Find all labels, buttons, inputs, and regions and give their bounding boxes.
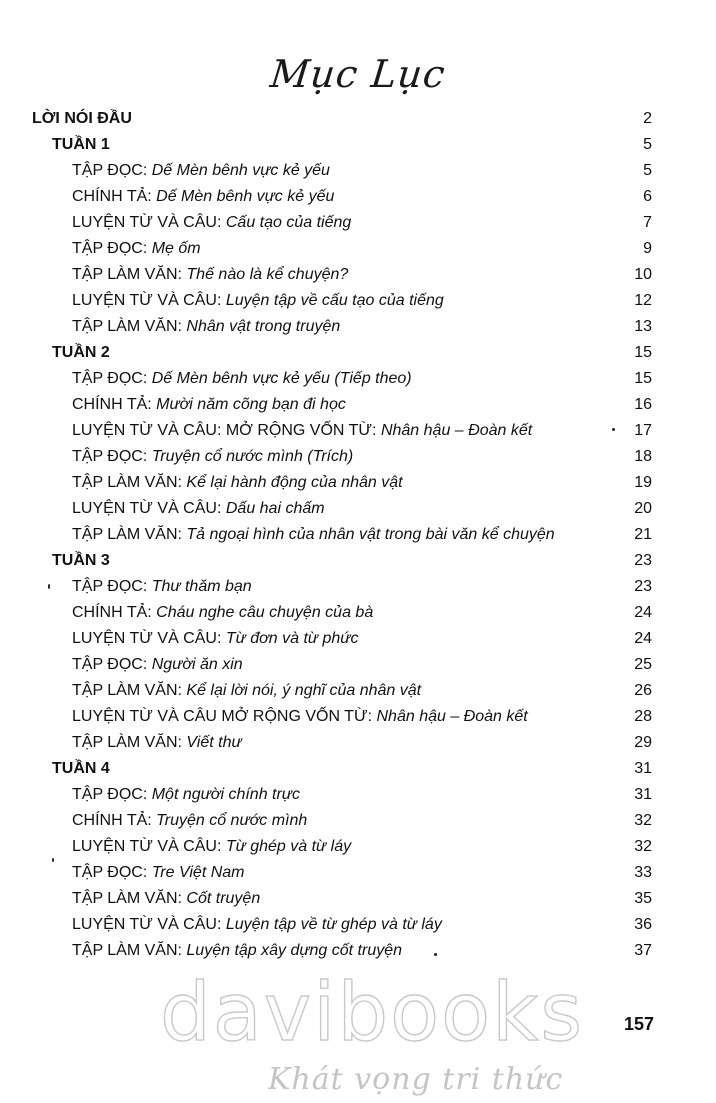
toc-page-number: 17 — [634, 422, 652, 439]
toc-page-number: 33 — [634, 864, 652, 881]
toc-label — [72, 626, 358, 652]
toc-label — [72, 314, 340, 340]
toc-page-number: 32 — [634, 838, 652, 855]
table-of-contents — [0, 106, 716, 964]
toc-entry — [0, 912, 716, 938]
toc-page-number: 15 — [634, 344, 652, 361]
toc-page-number: 9 — [643, 240, 652, 257]
toc-title: Truyện cổ nước mình (Trích) — [151, 448, 354, 465]
toc-label — [72, 392, 346, 418]
toc-category: TẬP LÀM VĂN: — [72, 526, 187, 543]
toc-category: LUYỆN TỪ VÀ CÂU: — [72, 292, 226, 309]
toc-entry — [0, 574, 716, 600]
toc-entry — [0, 782, 716, 808]
toc-category: TẬP ĐỌC: — [72, 656, 152, 673]
toc-label — [72, 366, 412, 392]
toc-label — [72, 912, 442, 938]
toc-page-number: 31 — [634, 786, 652, 803]
toc-title: Tre Việt Nam — [151, 864, 245, 881]
toc-label — [72, 236, 201, 262]
toc-label — [52, 756, 110, 782]
toc-page-number: 35 — [634, 890, 652, 907]
toc-title: Dế Mèn bênh vực kẻ yếu — [151, 162, 330, 179]
toc-label — [72, 678, 421, 704]
toc-section-heading — [0, 106, 716, 132]
scan-speck — [434, 953, 437, 956]
toc-entry — [0, 262, 716, 288]
toc-title: Dấu hai chấm — [225, 500, 325, 517]
toc-page-number: 16 — [634, 396, 652, 413]
toc-category: TẬP ĐỌC: — [72, 786, 152, 803]
toc-entry — [0, 652, 716, 678]
toc-category: TẬP ĐỌC: — [72, 448, 152, 465]
toc-category: CHÍNH TẢ: — [72, 604, 157, 621]
toc-category: LUYỆN TỪ VÀ CÂU: — [72, 630, 226, 647]
toc-label — [72, 574, 252, 600]
toc-page-number: 21 — [634, 526, 652, 543]
page-title: Mục Lục — [268, 52, 448, 96]
toc-category: TẬP LÀM VĂN: — [72, 942, 187, 959]
toc-page-number: 32 — [634, 812, 652, 829]
toc-entry — [0, 288, 716, 314]
toc-category: CHÍNH TẢ: — [72, 396, 157, 413]
toc-entry — [0, 600, 716, 626]
toc-title: Nhân vật trong truyện — [186, 318, 341, 335]
toc-entry — [0, 834, 716, 860]
toc-label — [72, 210, 351, 236]
toc-category: LUYỆN TỪ VÀ CÂU: MỞ RỘNG VỐN TỪ: — [72, 422, 381, 439]
toc-week-heading — [0, 756, 716, 782]
toc-page-number: 23 — [634, 552, 652, 569]
toc-category: TUẦN 1 — [52, 136, 110, 153]
toc-page-number: 19 — [634, 474, 652, 491]
toc-page-number: 13 — [634, 318, 652, 335]
toc-page-number: 18 — [634, 448, 652, 465]
toc-category: TẬP ĐỌC: — [72, 370, 152, 387]
toc-label — [72, 730, 242, 756]
toc-title: Truyện cổ nước mình — [156, 812, 308, 829]
toc-category: TẬP LÀM VĂN: — [72, 890, 187, 907]
toc-label — [72, 262, 348, 288]
toc-page-number: 5 — [643, 136, 652, 153]
toc-title: Kể lại lời nói, ý nghĩ của nhân vật — [186, 682, 422, 699]
toc-title: Mười năm cõng bạn đi học — [156, 396, 346, 413]
scan-speck — [48, 584, 50, 589]
toc-category: LỜI NÓI ĐẦU — [32, 110, 132, 127]
toc-label — [72, 938, 402, 964]
toc-label — [72, 496, 325, 522]
toc-title: Luyện tập xây dựng cốt truyện — [186, 942, 403, 959]
toc-category: TẬP ĐỌC: — [72, 162, 152, 179]
toc-category: TẬP LÀM VĂN: — [72, 682, 187, 699]
toc-label — [52, 340, 110, 366]
toc-label — [72, 704, 528, 730]
toc-page-number: 12 — [634, 292, 652, 309]
toc-title: Dế Mèn bênh vực kẻ yếu — [156, 188, 335, 205]
toc-entry — [0, 184, 716, 210]
toc-label — [72, 444, 353, 470]
toc-entry — [0, 314, 716, 340]
toc-entry — [0, 392, 716, 418]
toc-category: TẬP ĐỌC: — [72, 578, 152, 595]
toc-label — [32, 106, 132, 132]
toc-entry — [0, 158, 716, 184]
toc-title: Từ đơn và từ phức — [225, 630, 359, 647]
toc-entry — [0, 678, 716, 704]
toc-title: Cấu tạo của tiếng — [225, 214, 352, 231]
toc-page-number: 36 — [634, 916, 652, 933]
toc-label — [52, 132, 110, 158]
toc-category: TUẦN 4 — [52, 760, 110, 777]
toc-entry — [0, 886, 716, 912]
toc-page-number: 29 — [634, 734, 652, 751]
toc-category: LUYỆN TỪ VÀ CÂU: — [72, 500, 226, 517]
toc-week-heading — [0, 132, 716, 158]
toc-label — [72, 600, 373, 626]
toc-title: Cháu nghe câu chuyện của bà — [156, 604, 374, 621]
toc-page-number: 24 — [634, 604, 652, 621]
toc-entry — [0, 938, 716, 964]
toc-page-number: 15 — [634, 370, 652, 387]
toc-category: TẬP LÀM VĂN: — [72, 734, 187, 751]
toc-entry — [0, 366, 716, 392]
toc-page-number: 6 — [643, 188, 652, 205]
toc-label — [72, 782, 300, 808]
toc-label — [72, 184, 334, 210]
toc-title: Luyện tập về cấu tạo của tiếng — [225, 292, 444, 309]
toc-page-number: 20 — [634, 500, 652, 517]
toc-label — [72, 470, 403, 496]
toc-title: Dế Mèn bênh vực kẻ yếu (Tiếp theo) — [151, 370, 412, 387]
toc-entry — [0, 522, 716, 548]
toc-page-number: 5 — [643, 162, 652, 179]
toc-page-number: 31 — [634, 760, 652, 777]
toc-label — [72, 418, 532, 444]
toc-entry — [0, 236, 716, 262]
toc-title: Từ ghép và từ láy — [225, 838, 352, 855]
toc-entry — [0, 860, 716, 886]
toc-category: CHÍNH TẢ: — [72, 812, 157, 829]
toc-title: Nhân hậu – Đoàn kết — [376, 708, 528, 725]
toc-title: Mẹ ốm — [151, 240, 201, 257]
toc-entry — [0, 496, 716, 522]
scan-speck — [612, 428, 615, 431]
toc-category: TUẦN 2 — [52, 344, 110, 361]
toc-page-number: 24 — [634, 630, 652, 647]
toc-category: LUYỆN TỪ VÀ CÂU: — [72, 214, 226, 231]
toc-title: Thế nào là kể chuyện? — [186, 266, 349, 283]
toc-page-number: 7 — [643, 214, 652, 231]
toc-page-number: 37 — [634, 942, 652, 959]
toc-title: Nhân hậu – Đoàn kết — [380, 422, 533, 439]
toc-category: CHÍNH TẢ: — [72, 188, 157, 205]
toc-label — [72, 652, 243, 678]
toc-label — [72, 834, 351, 860]
toc-title: Luyện tập về từ ghép và từ láy — [225, 916, 442, 933]
toc-entry — [0, 626, 716, 652]
toc-label — [72, 288, 444, 314]
toc-entry — [0, 444, 716, 470]
toc-title: Viết thư — [186, 734, 242, 751]
toc-page-number: 23 — [634, 578, 652, 595]
toc-title: Người ăn xin — [151, 656, 243, 673]
toc-label — [72, 158, 330, 184]
toc-label — [72, 522, 555, 548]
toc-page-number: 28 — [634, 708, 652, 725]
toc-category: TUẦN 3 — [52, 552, 110, 569]
toc-page-number: 10 — [634, 266, 652, 283]
page-number: 157 — [623, 1014, 654, 1034]
toc-category: LUYỆN TỪ VÀ CÂU: — [72, 916, 226, 933]
toc-category: TẬP LÀM VĂN: — [72, 318, 187, 335]
toc-category: LUYỆN TỪ VÀ CÂU MỞ RỘNG VỐN TỪ: — [72, 708, 377, 725]
toc-page-number: 26 — [634, 682, 652, 699]
toc-label — [72, 860, 244, 886]
watermark-brand: davibooks — [160, 966, 585, 1059]
toc-title: Cốt truyện — [186, 890, 261, 907]
toc-entry — [0, 210, 716, 236]
toc-title: Kể lại hành động của nhân vật — [186, 474, 403, 491]
toc-category: TẬP ĐỌC: — [72, 864, 152, 881]
toc-page-number: 25 — [634, 656, 652, 673]
toc-category: TẬP ĐỌC: — [72, 240, 152, 257]
toc-label — [72, 808, 307, 834]
toc-entry — [0, 470, 716, 496]
toc-week-heading — [0, 340, 716, 366]
toc-label — [52, 548, 110, 574]
toc-page-number: 2 — [643, 110, 652, 127]
toc-category: TẬP LÀM VĂN: — [72, 474, 187, 491]
watermark-slogan: Khát vọng tri thức — [268, 1062, 564, 1097]
toc-category: LUYỆN TỪ VÀ CÂU: — [72, 838, 226, 855]
toc-week-heading — [0, 548, 716, 574]
toc-title: Một người chính trực — [151, 786, 300, 803]
toc-label — [72, 886, 260, 912]
toc-entry — [0, 704, 716, 730]
toc-title: Thư thăm bạn — [151, 578, 252, 595]
toc-title: Tả ngoại hình của nhân vật trong bài văn kể chuyện — [186, 526, 555, 543]
toc-category: TẬP LÀM VĂN: — [72, 266, 187, 283]
toc-entry — [0, 808, 716, 834]
scan-speck — [52, 858, 54, 862]
toc-entry — [0, 730, 716, 756]
toc-entry — [0, 418, 716, 444]
